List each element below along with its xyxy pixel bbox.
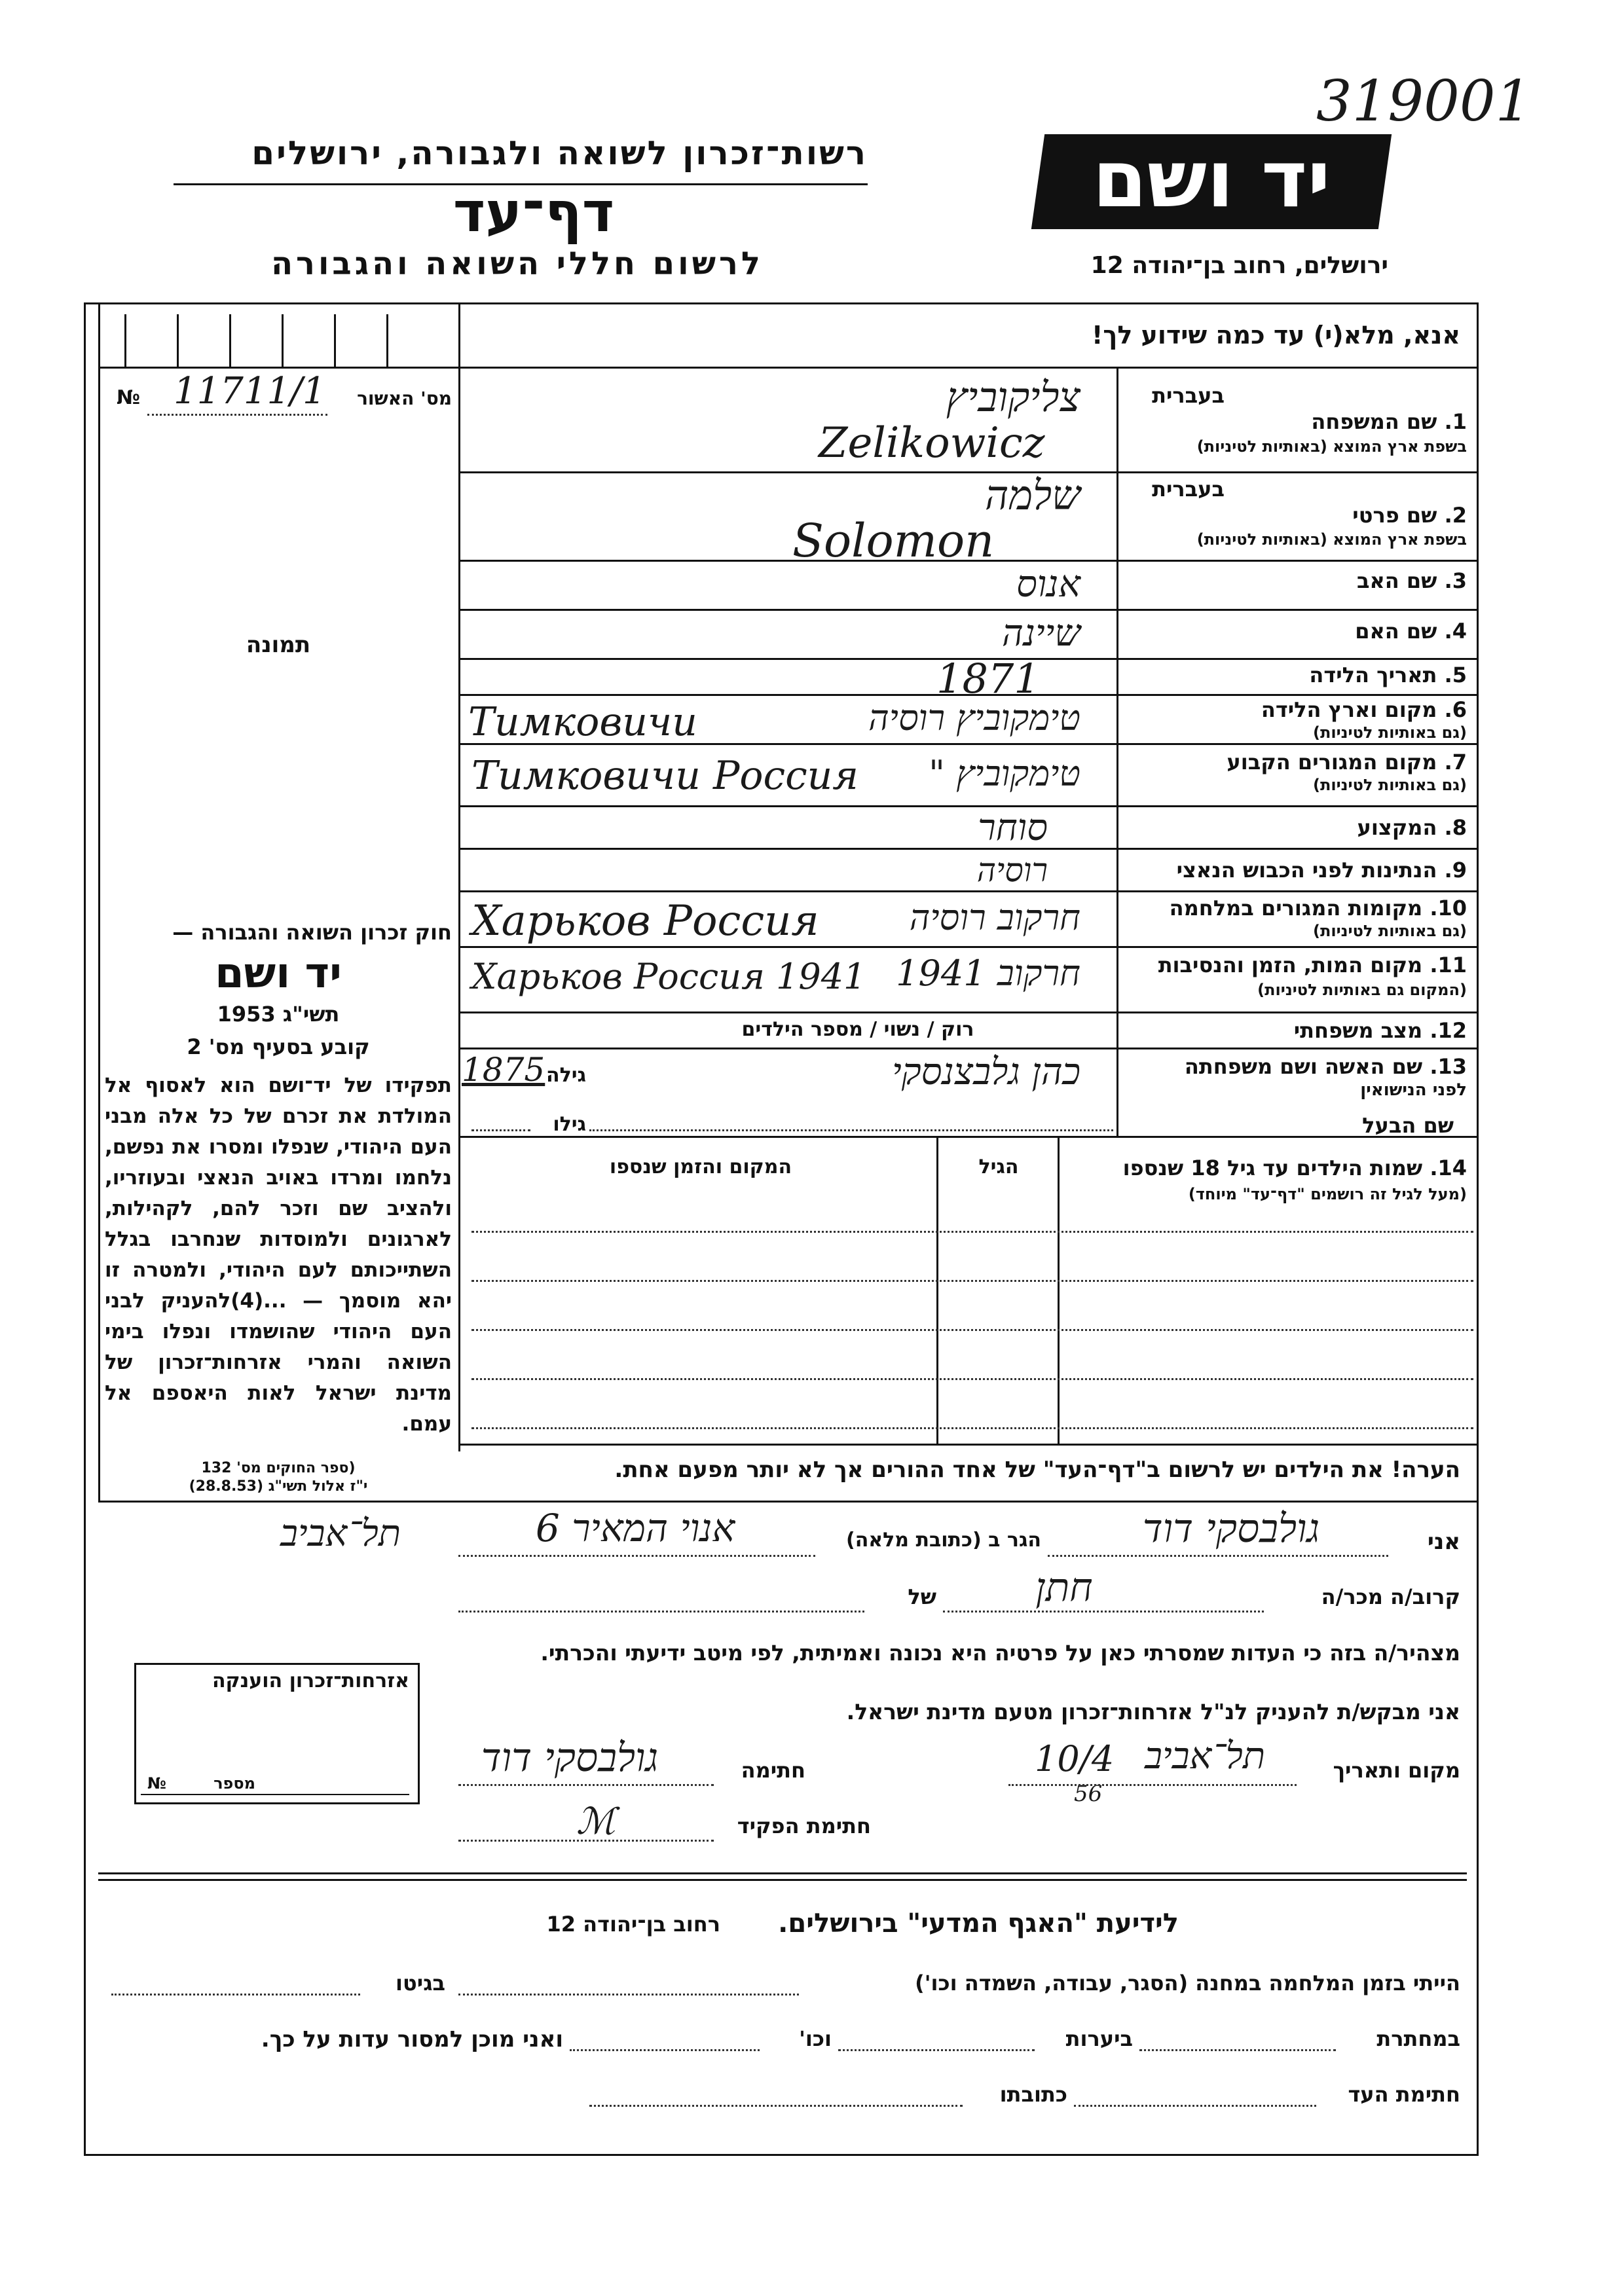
- bottom-line3a-dots: [1074, 2105, 1316, 2107]
- archive-number: 319001: [1316, 69, 1532, 134]
- husband-age-label: גילו: [553, 1113, 586, 1136]
- field-5-num: 5.: [1444, 663, 1467, 687]
- intro-text: אנא, מלא(י) עד כמה שידוע לך!: [1092, 321, 1460, 350]
- intro-divider: [458, 367, 1477, 369]
- decl-name: גולבסקי דוד: [1142, 1506, 1320, 1552]
- law-title: חוק זכרון השואה והגבורה —: [172, 920, 452, 945]
- left-column-divider-inner: [98, 302, 100, 1501]
- field-1-text: שם המשפחה: [1311, 409, 1437, 434]
- record-no-line: [147, 414, 327, 416]
- bottom-line3b-dots: [589, 2105, 963, 2107]
- frame-top: [84, 302, 1479, 304]
- children-col-2: [936, 1136, 938, 1444]
- field-9-label: [1126, 858, 1467, 883]
- children-row-3: [471, 1329, 1473, 1331]
- decl-address-line: [458, 1555, 815, 1557]
- field-9-num: 9.: [1444, 858, 1467, 883]
- field-13-value: כהן גלבצנסקי: [892, 1051, 1080, 1093]
- field-5-text: תאריך הלידה: [1309, 663, 1437, 687]
- field-3-num: 3.: [1444, 568, 1467, 593]
- law-year: תשי"ג 1953: [217, 1002, 340, 1027]
- citizenship-no: №: [147, 1774, 166, 1793]
- bottom-line2b-dots: [838, 2049, 1035, 2051]
- field-6-text: מקום וארץ הלידה: [1261, 697, 1437, 722]
- bottom-line2c: וכו': [799, 2026, 832, 2051]
- note-bottom: [458, 1501, 1477, 1503]
- frame-left: [84, 302, 86, 2154]
- citizenship-line: [141, 1794, 409, 1795]
- frame-bottom: [84, 2154, 1479, 2156]
- field-7-num: 7.: [1444, 750, 1467, 774]
- decl-name-line: [1048, 1555, 1388, 1557]
- bottom-line2c-dots: [570, 2049, 760, 2051]
- field-12-value: רוק / נשוי / מספר הילדים: [741, 1018, 974, 1041]
- field-9-text: הנתינות לפני הכבוש הנאצי: [1176, 858, 1437, 883]
- address: ירושלים, רחוב בן־יהודה 12: [1090, 252, 1388, 279]
- field-2-hebrew: שלמה: [985, 471, 1080, 519]
- law-name: יד ושם: [215, 949, 342, 998]
- bottom-line3a: חתימת העד: [1348, 2082, 1460, 2107]
- field-1-hebrew: צליקוביץ: [946, 373, 1080, 421]
- field-8-text: המקצוע: [1357, 815, 1437, 840]
- field-2-text: שם פרטי: [1352, 503, 1437, 528]
- citizenship-number: מספר: [213, 1774, 255, 1793]
- decl-signature: גולבסקי דוד: [481, 1735, 659, 1781]
- label-column-divider: [1116, 367, 1118, 1136]
- lang-origin-2: בשפת ארץ המוצא (באותיות לטיניות): [1196, 530, 1467, 549]
- bottom-line1-dots: [458, 1994, 799, 1995]
- row-sep-9: [458, 890, 1477, 892]
- lang-origin-1: בשפת ארץ המוצא (באותיות לטיניות): [1196, 437, 1467, 456]
- decl-official-sig: חתימת הפקיד: [737, 1813, 871, 1838]
- field-13-age-label: גילה: [546, 1064, 586, 1087]
- law-ref-2: י"ז אלול תשי"ג (28.8.53): [189, 1478, 368, 1495]
- children-row-1: [471, 1231, 1473, 1233]
- husband-line: [589, 1129, 1113, 1131]
- law-body: תפקידו של יד־ושם הוא לאסוף אל המולדת את זכרם של כל אלה מבני העם היהודי, שנפלו ומסרו את נפשם, נלחמו ומרדו באויב הנאצי ובעוזריו, ולהציב שם וזכר להם, לקהילות, לארגונים ולמוסדות שנחרבו בגלל השתייכותם לעם היהודי, ולמטרה זו יהא מוסמך — ...(4)להעניק לבני העם היהודי שהושמדו ונפלו בימי השואה והמרי אזרחות־זכרון של מדינת ישראל לאות היאספם אל עמם.: [105, 1074, 452, 1436]
- field-1-num: 1.: [1444, 409, 1467, 434]
- children-bottom: [458, 1444, 1477, 1446]
- bottom-line3b: כתובתו: [999, 2082, 1067, 2107]
- decl-ani: אני: [1427, 1529, 1460, 1555]
- bottom-line1b: בגיטו: [396, 1971, 445, 1995]
- doc-subtitle: לרשום חללי השואה והגבורה: [271, 246, 764, 282]
- decl-date: 10/4: [1035, 1738, 1115, 1779]
- field-11-hebrew: חרקוב 1941: [896, 953, 1080, 994]
- bottom-line2a: במחתרת: [1376, 2026, 1460, 2051]
- field-11-latin: Харьков Россия 1941: [471, 956, 866, 997]
- bottom-line1b-dots: [111, 1994, 360, 1995]
- field-12-num: 12.: [1430, 1018, 1467, 1043]
- decl-relation: חתן: [1035, 1565, 1093, 1611]
- field-10-text: מקומות המגורים במלחמה: [1169, 896, 1423, 920]
- field-11-sub: (המקום גם באותיות לטיניות): [1257, 981, 1467, 999]
- bottom-line1a: הייתי בזמן המלחמה במחנה (הסגר, עבודה, השמדה וכו'): [915, 1971, 1460, 1995]
- left-column-bottom: [98, 1501, 460, 1503]
- husband-label: שם הבעל: [1362, 1113, 1454, 1138]
- field-10-hebrew: חרקוב רוסיה: [909, 897, 1080, 938]
- decl-place-date: מקום ותאריך: [1333, 1758, 1460, 1783]
- decl-place-line: [1008, 1784, 1297, 1786]
- law-section: קובע בסעיף מס' 2: [187, 1034, 370, 1059]
- field-10-label: [1126, 896, 1467, 920]
- lang-hebrew-2: בעברית: [1152, 477, 1225, 501]
- citizenship-title: אזרחות־זכרון הוענקה: [212, 1669, 409, 1692]
- field-5-value: 1871: [936, 655, 1040, 702]
- bottom-line2a-dots: [1139, 2049, 1336, 2051]
- decl-signature-line: [458, 1784, 714, 1786]
- decl-signature-label: חתימה: [741, 1758, 805, 1783]
- tick-marks: [111, 314, 439, 367]
- children-col-place: המקום והזמן שנספו: [609, 1156, 792, 1178]
- field-11-label: [1126, 953, 1467, 977]
- field-5-label: [1126, 663, 1467, 687]
- field-13-num: 13.: [1430, 1054, 1467, 1079]
- row-sep-12: [458, 1048, 1477, 1049]
- decl-place: תל־אביב: [1144, 1735, 1266, 1777]
- record-no-value: 11711/1: [174, 370, 326, 412]
- doc-title: דף־עד: [452, 180, 615, 244]
- field-3-text: שם האב: [1356, 568, 1437, 593]
- field-1-latin: Zelikowicz: [819, 419, 1045, 467]
- row-sep-11: [458, 1011, 1477, 1013]
- field-14-label: [1064, 1156, 1467, 1180]
- field-10-num: 10.: [1430, 896, 1467, 920]
- decl-statement-2: אני מבקש/ת להעניק לנ"ל אזרחות־זכרון מטעם מדינת ישראל.: [846, 1699, 1460, 1724]
- frame-right: [1477, 302, 1479, 2154]
- bottom-sep-2: [98, 1879, 1467, 1881]
- bottom-line2b: ביערות: [1065, 2026, 1133, 2051]
- field-11-num: 11.: [1430, 953, 1467, 977]
- official-signature-mark: ℳ: [576, 1800, 616, 1843]
- field-10-latin: Харьков Россия: [471, 897, 819, 945]
- children-col-1: [1058, 1136, 1060, 1444]
- latin-note-6: (גם באותיות לטיניות): [1313, 723, 1467, 742]
- field-14-num: 14.: [1430, 1156, 1467, 1180]
- field-8-value: סוחר: [978, 807, 1048, 849]
- decl-relation-line: [943, 1611, 1264, 1613]
- record-no-prefix: №: [117, 386, 141, 409]
- field-13-age-value: 1875: [462, 1051, 545, 1089]
- left-column-divider: [458, 302, 460, 1451]
- row-sep-3: [458, 609, 1477, 611]
- field-13-sub: לפני הנישואין: [1360, 1080, 1467, 1100]
- decl-statement-1: מצהיר/ה בזה כי העדות שמסרתי כאן על פרטיה היא נכונה ואמיתית, לפי מיטב ידיעתי והכרתי.: [540, 1640, 1460, 1666]
- field-7-latin: Тимковичи Россия: [471, 753, 859, 799]
- decl-relative: קרוב/ה מכר/ה: [1321, 1584, 1460, 1609]
- law-ref-1: (ספר החוקים מס' 132: [201, 1460, 356, 1476]
- field-2-num: 2.: [1444, 503, 1467, 528]
- field-7-hebrew: טימקוביץ ": [929, 753, 1080, 794]
- authority-title: רשות־זכרון לשואה ולגבורה, ירושלים: [251, 134, 868, 172]
- field-4-label: [1126, 619, 1467, 644]
- children-row-5: [471, 1427, 1473, 1429]
- decl-shel-line: [458, 1611, 864, 1613]
- field-12-label: [1126, 1018, 1467, 1043]
- bottom-title: לידיעת "האגף המדעי" בירושלים.: [778, 1908, 1179, 1939]
- field-3-label: [1126, 568, 1467, 593]
- field-13-text: שם האשה ושם משפחתה: [1184, 1054, 1423, 1079]
- field-6-latin: Тимковичи: [468, 699, 697, 745]
- field-7-label: [1126, 750, 1467, 774]
- field-6-num: 6.: [1444, 697, 1467, 722]
- children-row-2: [471, 1280, 1473, 1282]
- latin-note-10: (גם באותיות לטיניות): [1313, 922, 1467, 940]
- tick-row-bottom: [98, 367, 460, 369]
- decl-residing: הגר ב (כתובת מלאה): [845, 1529, 1041, 1552]
- field-7-text: מקום המגורים הקבוע: [1227, 750, 1437, 774]
- bottom-address: רחוב בן־יהודה 12: [546, 1912, 720, 1937]
- field-4-value: שיינה: [1001, 612, 1080, 655]
- decl-shel: של: [908, 1584, 936, 1609]
- field-2-latin: Solomon: [792, 514, 995, 568]
- field-13-label: [1126, 1054, 1467, 1079]
- field-6-label: [1126, 697, 1467, 722]
- children-col-age: הגיל: [978, 1156, 1019, 1178]
- logo-text: יד ושם: [1092, 134, 1331, 225]
- decl-year: 56: [1074, 1781, 1103, 1807]
- field-8-label: [1126, 815, 1467, 840]
- field-14-text: שמות הילדים עד גיל 18 שנספו: [1122, 1156, 1423, 1180]
- field-4-text: שם האם: [1355, 619, 1437, 644]
- decl-city: תל־אביב: [280, 1512, 401, 1555]
- field-3-value: אנוס: [1016, 563, 1080, 606]
- field-1-label: [1126, 409, 1467, 434]
- photo-label: תמונה: [246, 632, 311, 658]
- latin-note-7: (גם באותיות לטיניות): [1313, 776, 1467, 794]
- decl-official-line: [458, 1840, 714, 1842]
- husband-age-line: [471, 1129, 530, 1131]
- bottom-line2d: ואני מוכן למסור עדות על כך.: [261, 2026, 563, 2052]
- children-row-4: [471, 1378, 1473, 1380]
- field-2-label: [1126, 503, 1467, 528]
- lang-hebrew-1: בעברית: [1152, 383, 1225, 408]
- row-sep-10: [458, 946, 1477, 948]
- decl-address: אנוי המאיר 6: [535, 1506, 735, 1550]
- bottom-sep-1: [98, 1872, 1467, 1874]
- field-6-hebrew: טימקוביץ רוסיה: [868, 697, 1080, 738]
- field-8-num: 8.: [1444, 815, 1467, 840]
- field-11-text: מקום המות, הזמן והנסיבות: [1158, 953, 1423, 977]
- field-14-sub: (מעל לגיל זה רושמים "דף־עד" מיוחד): [1188, 1185, 1467, 1203]
- field-12-text: מצב משפחתי: [1293, 1018, 1423, 1043]
- record-no-label: מס' האשור: [357, 388, 452, 409]
- children-note: הערה! את הילדים יש לרשום ב"דף־העד" של אחד ההורים אך לא יותר מפעם אחת.: [614, 1457, 1460, 1483]
- field-4-num: 4.: [1444, 619, 1467, 644]
- field-9-value: רוסיה: [976, 851, 1048, 889]
